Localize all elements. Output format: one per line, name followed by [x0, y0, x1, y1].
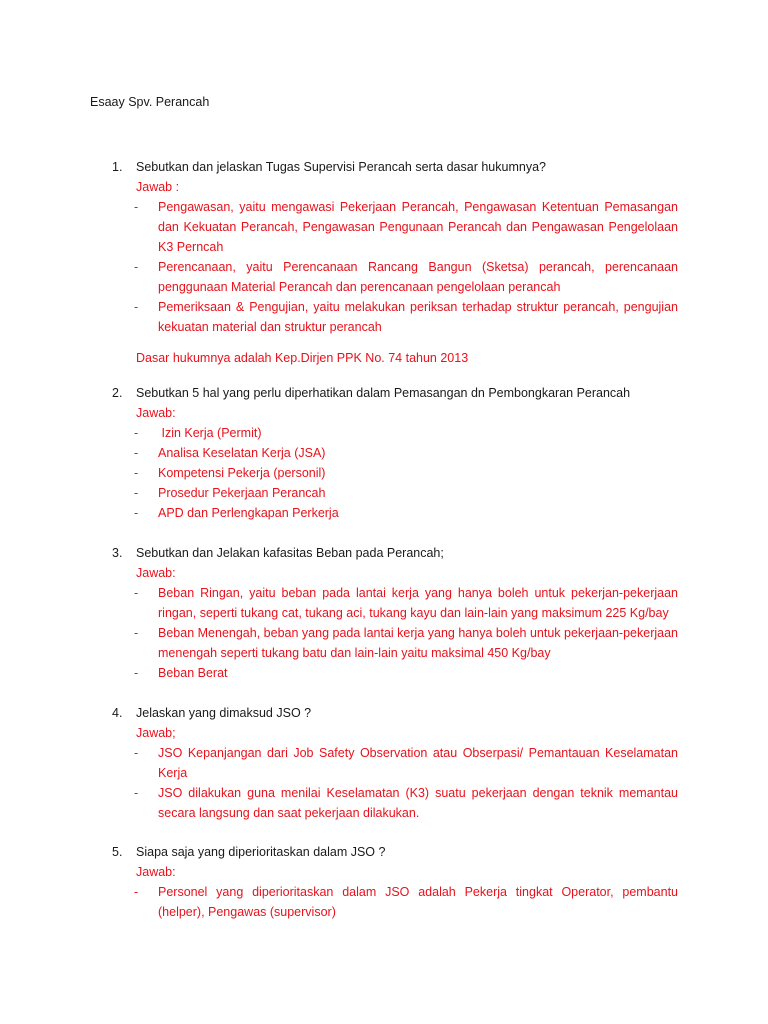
question-text: 3. Sebutkan dan Jelakan kafasitas Beban pada Perancah;: [112, 543, 678, 563]
legal-basis-note: Dasar hukumnya adalah Kep.Dirjen PPK No. 74 tahun 2013: [136, 351, 469, 365]
answer-label: Jawab:: [136, 566, 176, 580]
question-text: 1. Sebutkan dan jelaskan Tugas Supervisi Perancah serta dasar hukumnya?: [112, 157, 678, 177]
question-5: [112, 842, 678, 922]
answer-label: Jawab :: [136, 180, 180, 194]
list-item: - Personel yang diperioritaskan dalam JSO adalah Pekerja tingkat Operator, pembantu (helper), Pengawas (supervisor): [134, 885, 678, 919]
list-item: - Beban Menengah, beban yang pada lantai kerja yang hanya boleh untuk pekerjaan-pekerjaan menengah seperti tukang batu dan lain-lain yaitu maksimal 450 Kg/bay: [134, 626, 678, 660]
list-item: - Pengawasan, yaitu mengawasi Pekerjaan Perancah, Pengawasan Ketentuan Pemasangan dan Kekuatan Perancah, Pengawasan Pengunaan Perancah dan Pengawasan Pengelolaan K3 Perncah: [134, 200, 678, 254]
list-item: - Beban Ringan, yaitu beban pada lantai kerja yang hanya boleh untuk pekerjan-pekerjaan ringan, seperti tukang cat, tukang aci, tukang kayu dan lain-lain yang maksimum 225 Kg/bay: [134, 586, 678, 620]
question-text: 5. Siapa saja yang diperioritaskan dalam JSO ?: [112, 842, 678, 862]
answer-label: Jawab;: [136, 726, 176, 740]
question-number: 3.: [112, 546, 123, 560]
question-number: 4.: [112, 706, 123, 720]
list-item: - Izin Kerja (Permit): [134, 426, 262, 440]
question-text: 4. Jelaskan yang dimaksud JSO ?: [112, 703, 678, 723]
list-item: - APD dan Perlengkapan Perkerja: [134, 506, 339, 520]
list-item: - JSO dilakukan guna menilai Keselamatan (K3) suatu pekerjaan dengan teknik memantau secara langsung dan saat pekerjaan dilakukan.: [134, 786, 678, 820]
question-number: 1.: [112, 160, 123, 174]
list-item: - Beban Berat: [134, 666, 228, 680]
question-4: [112, 703, 678, 823]
list-item: - Kompetensi Pekerja (personil): [134, 466, 326, 480]
list-item: - Analisa Keselatan Kerja (JSA): [134, 446, 326, 460]
list-item: - Pemeriksaan & Pengujian, yaitu melakukan periksan terhadap struktur perancah, pengujian kekuatan material dan struktur perancah: [134, 300, 678, 334]
answer-label: Jawab:: [136, 865, 176, 879]
document-title: Esaay Spv. Perancah: [90, 95, 210, 109]
answer-label: Jawab:: [136, 406, 176, 420]
question-number: 2.: [112, 386, 123, 400]
question-number: 5.: [112, 845, 123, 859]
list-item: - JSO Kepanjangan dari Job Safety Observation atau Obserpasi/ Pemantauan Keselamatan Kerja: [134, 746, 678, 780]
question-1: [112, 157, 678, 368]
question-text: 2. Sebutkan 5 hal yang perlu diperhatikan dalam Pemasangan dn Pembongkaran Perancah: [112, 383, 678, 403]
list-item: - Prosedur Pekerjaan Perancah: [134, 486, 326, 500]
question-2: [112, 383, 678, 523]
list-item: - Perencanaan, yaitu Perencanaan Rancang Bangun (Sketsa) perancah, perencanaan penggunaan Material Perancah dan perencanaan pengelolaan perancah: [134, 260, 678, 294]
question-3: [112, 543, 678, 683]
